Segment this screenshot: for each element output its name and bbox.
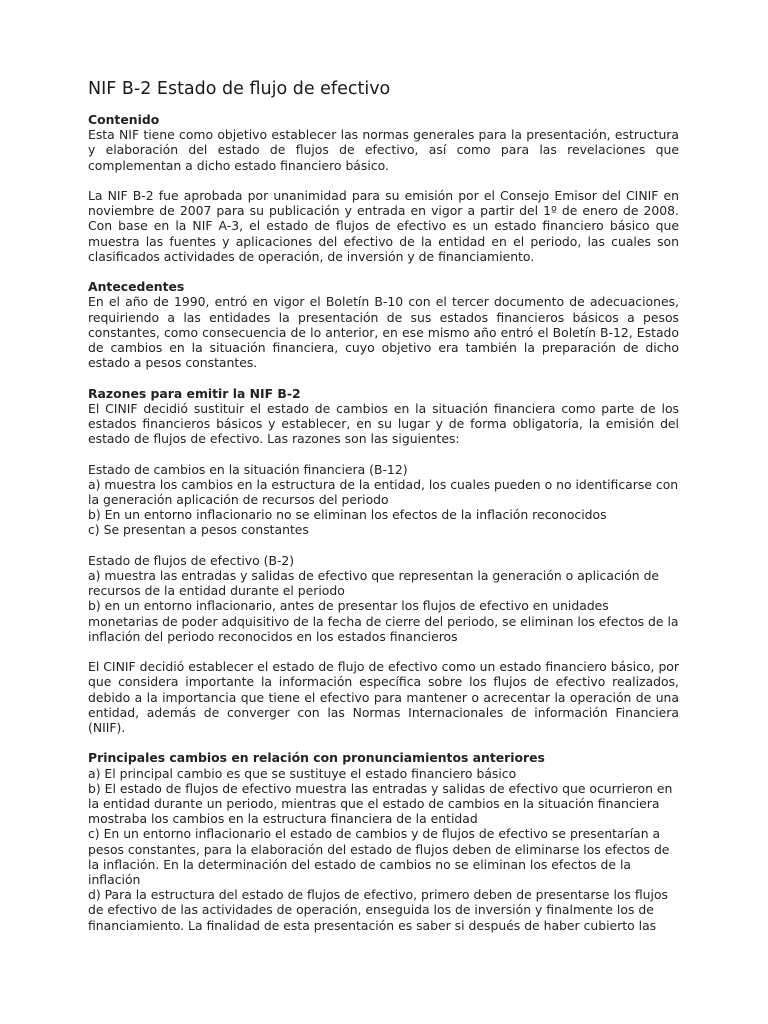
paragraph-razones-2: El CINIF decidió establecer el estado de flujo de efectivo como un estado financiero básico, por que considera importante la información específica sobre los flujos de efectivo realizados, debido a la importancia que tiene el efectivo para mantener o acrecentar la operación de una entidad, además de converger con las Normas Internacionales de información Financiera (NIIF). xyxy=(88,659,679,736)
list-b2-item-b: b) en un entorno inflacionario, antes de presentar los flujos de efectivo en unidades monetarias de poder adquisitivo de la fecha de cierre del periodo, se eliminan los efectos de la inflación del periodo reconocidos en los estados financieros xyxy=(88,598,679,644)
list-cambios xyxy=(88,766,679,933)
list-cambios-item-d: d) Para la estructura del estado de flujos de efectivo, primero deben de presentarse los flujos de efectivo de las actividades de operación, enseguida los de inversión y finalmente los de financiamiento. La finalidad de esta presentación es saber si después de haber cubierto las xyxy=(88,887,668,933)
page-title: NIF B-2 Estado de flujo de efectivo xyxy=(88,79,391,99)
paragraph-contenido-1: Esta NIF tiene como objetivo establecer las normas generales para la presentación, estructura y elaboración del estado de flujos de efectivo, así como para las revelaciones que complementan a dicho estado financiero básico. xyxy=(88,127,679,173)
paragraph-razones-1: El CINIF decidió sustituir el estado de cambios en la situación financiera como parte de los estados financieros básicos y establecer, en su lugar y de forma obligatoria, la emisión del estado de flujos de efectivo. Las razones son las siguientes: xyxy=(88,400,679,447)
section-heading-cambios: Principales cambios en relación con pronunciamientos anteriores xyxy=(88,750,545,766)
section-heading-antecedentes: Antecedentes xyxy=(88,279,185,295)
list-b2 xyxy=(88,553,679,644)
list-b12-item-a: a) muestra los cambios en la estructura de la entidad, los cuales pueden o no identificarse con la generación aplicación de recursos del periodo xyxy=(88,476,679,508)
list-b12-title: Estado de cambios en la situación financiera (B-12) xyxy=(88,461,408,477)
document-page xyxy=(88,78,679,948)
list-cambios-item-c: c) En un entorno inflacionario el estado de cambios y de flujos de efectivo se presentarían a pesos constantes, para la elaboración del estado de flujos deben de eliminarse los efectos de la inflación. En la determinación del estado de cambios no se eliminan los efectos de la inflación xyxy=(88,826,670,888)
list-b12-item-c: c) Se presentan a pesos constantes xyxy=(88,522,309,538)
list-b2-title: Estado de flujos de efectivo (B-2) xyxy=(88,552,295,568)
section-heading-razones: Razones para emitir la NIF B-2 xyxy=(88,385,301,401)
list-b12 xyxy=(88,462,679,538)
list-cambios-item-a: a) El principal cambio es que se sustituye el estado financiero básico xyxy=(88,765,517,781)
list-b12-item-b: b) En un entorno inflacionario no se eliminan los efectos de la inflación reconocidos xyxy=(88,507,607,523)
list-cambios-item-b: b) El estado de flujos de efectivo muestra las entradas y salidas de efectivo que ocurrieron en la entidad durante un periodo, mientras que el estado de cambios en la situación financiera mostraba los cambios en la estructura financiera de la entidad xyxy=(88,780,673,827)
paragraph-antecedentes-1: En el año de 1990, entró en vigor el Boletín B-10 con el tercer documento de adecuaciones, requiriendo a las entidades la presentación de sus estados financieros básicos a pesos constantes, como consecuencia de lo anterior, en ese mismo año entró el Boletín B-12, Estado de cambios en la situación financiera, cuyo objetivo era también la preparación de dicho estado a pesos constantes. xyxy=(88,294,679,371)
list-b2-item-a: a) muestra las entradas y salidas de efectivo que representan la generación o aplicación de recursos de la entidad durante el periodo xyxy=(88,568,660,599)
section-heading-contenido: Contenido xyxy=(88,112,160,127)
paragraph-contenido-2: La NIF B-2 fue aprobada por unanimidad para su emisión por el Consejo Emisor del CINIF en noviembre de 2007 para su publicación y entrada en vigor a partir del 1º de enero de 2008. Con base en la NIF A-3, el estado de flujos de efectivo es un estado financiero básico que muestra las fuentes y aplicaciones del efectivo de la entidad en el periodo, las cuales son clasificados actividades de operación, de inversión y de financiamiento. xyxy=(88,188,679,264)
